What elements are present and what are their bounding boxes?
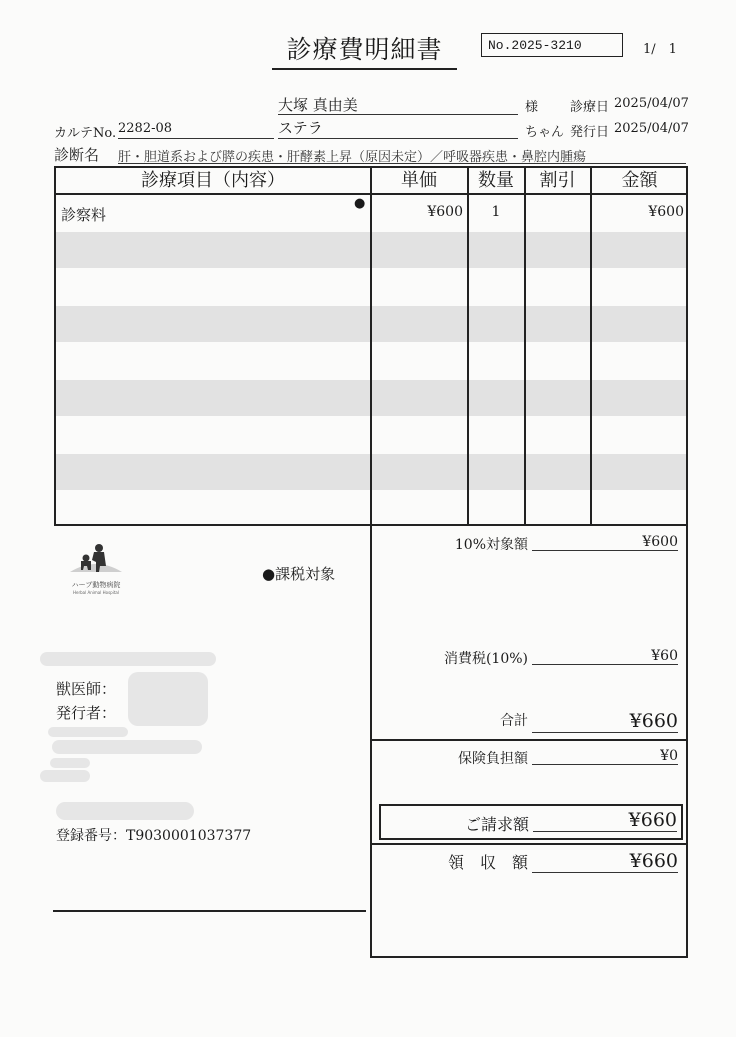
visit-date: 2025/04/07 bbox=[614, 96, 689, 111]
taxable-amount-label: 10%対象額 bbox=[454, 537, 528, 553]
tax-legend bbox=[262, 563, 335, 584]
treatment-table bbox=[54, 166, 688, 526]
owner-suffix: 様 bbox=[525, 100, 539, 115]
insurance-label: 保険負担額 bbox=[458, 751, 528, 767]
totals-divider bbox=[372, 739, 686, 741]
billed-amount-value: ¥660 bbox=[533, 809, 677, 832]
received-amount-value: ¥660 bbox=[532, 850, 678, 873]
redacted-block bbox=[128, 672, 208, 726]
issue-date: 2025/04/07 bbox=[614, 121, 689, 136]
pet-suffix: ちゃん bbox=[525, 125, 565, 140]
quantity: 1 bbox=[491, 204, 501, 220]
unit-price: ¥600 bbox=[427, 204, 463, 220]
diagnosis-text: 肝・胆道系および膵の疾患・肝酵素上昇（原因未定）／呼吸器疾患・鼻腔内腫瘍 bbox=[118, 146, 686, 164]
redacted-block bbox=[40, 652, 216, 666]
redacted-block bbox=[56, 802, 194, 820]
consumption-tax-label: 消費税(10%) bbox=[443, 651, 528, 667]
column-divider bbox=[370, 168, 372, 524]
totals-panel bbox=[370, 524, 688, 958]
column-header-item: 診療項目（内容） bbox=[141, 170, 285, 191]
clinic-logo bbox=[66, 542, 126, 595]
signature-line bbox=[53, 910, 366, 912]
amount: ¥600 bbox=[648, 204, 684, 220]
column-divider bbox=[590, 168, 592, 524]
pet-name-field bbox=[278, 117, 518, 139]
chart-no: 2282-08 bbox=[118, 121, 274, 139]
billed-amount-label: ご請求額 bbox=[464, 815, 529, 834]
veterinarian-label: 獣医師： bbox=[56, 680, 117, 698]
consumption-tax-value: ¥60 bbox=[532, 648, 678, 665]
insurance-value: ¥0 bbox=[532, 748, 678, 765]
issuer-label: 発行者： bbox=[56, 704, 117, 722]
column-header-unit-price: 単価 bbox=[401, 170, 437, 191]
redacted-block bbox=[48, 727, 128, 737]
total-label: 合計 bbox=[500, 713, 528, 729]
column-header-amount: 金額 bbox=[621, 170, 658, 191]
pet-name: ステラ bbox=[278, 119, 323, 137]
redacted-block bbox=[52, 740, 202, 754]
taxable-marker-icon: ● bbox=[262, 565, 276, 583]
clinic-logo-name: ハーブ動物病院 bbox=[71, 581, 121, 589]
taxable-amount-value: ¥600 bbox=[532, 534, 678, 551]
totals-divider bbox=[372, 843, 686, 845]
owner-name: 大塚 真由美 bbox=[278, 96, 358, 114]
owner-name-field bbox=[278, 94, 518, 115]
total-value: ¥660 bbox=[532, 710, 678, 733]
document-number: No.2025-3210 bbox=[481, 33, 623, 57]
received-amount-label: 領 収 額 bbox=[447, 853, 528, 872]
clinic-logo-subtitle: Herbal Animal Hospital bbox=[73, 590, 119, 595]
registration-number: 登録番号：T9030001037377 bbox=[56, 828, 252, 844]
document-title: 診療費明細書 bbox=[272, 30, 457, 70]
issue-date-label: 発行日 bbox=[570, 125, 610, 140]
billed-amount-box bbox=[379, 804, 683, 840]
item-name: 診察料 bbox=[61, 206, 107, 224]
redacted-block bbox=[50, 758, 90, 768]
tax-legend-label: 課税対象 bbox=[275, 565, 336, 583]
column-header-discount: 割引 bbox=[539, 170, 576, 191]
taxable-marker-icon: ● bbox=[354, 196, 366, 211]
visit-date-label: 診療日 bbox=[570, 100, 610, 115]
chart-no-label: カルテNo. bbox=[54, 126, 117, 141]
column-divider bbox=[467, 168, 469, 524]
column-header-quantity: 数量 bbox=[478, 170, 514, 191]
diagnosis-label: 診断名 bbox=[54, 146, 100, 164]
clinic-logo-icon bbox=[66, 542, 126, 576]
column-divider bbox=[524, 168, 526, 524]
redacted-block bbox=[40, 770, 90, 782]
page-indicator: 1/ 1 bbox=[643, 42, 677, 57]
